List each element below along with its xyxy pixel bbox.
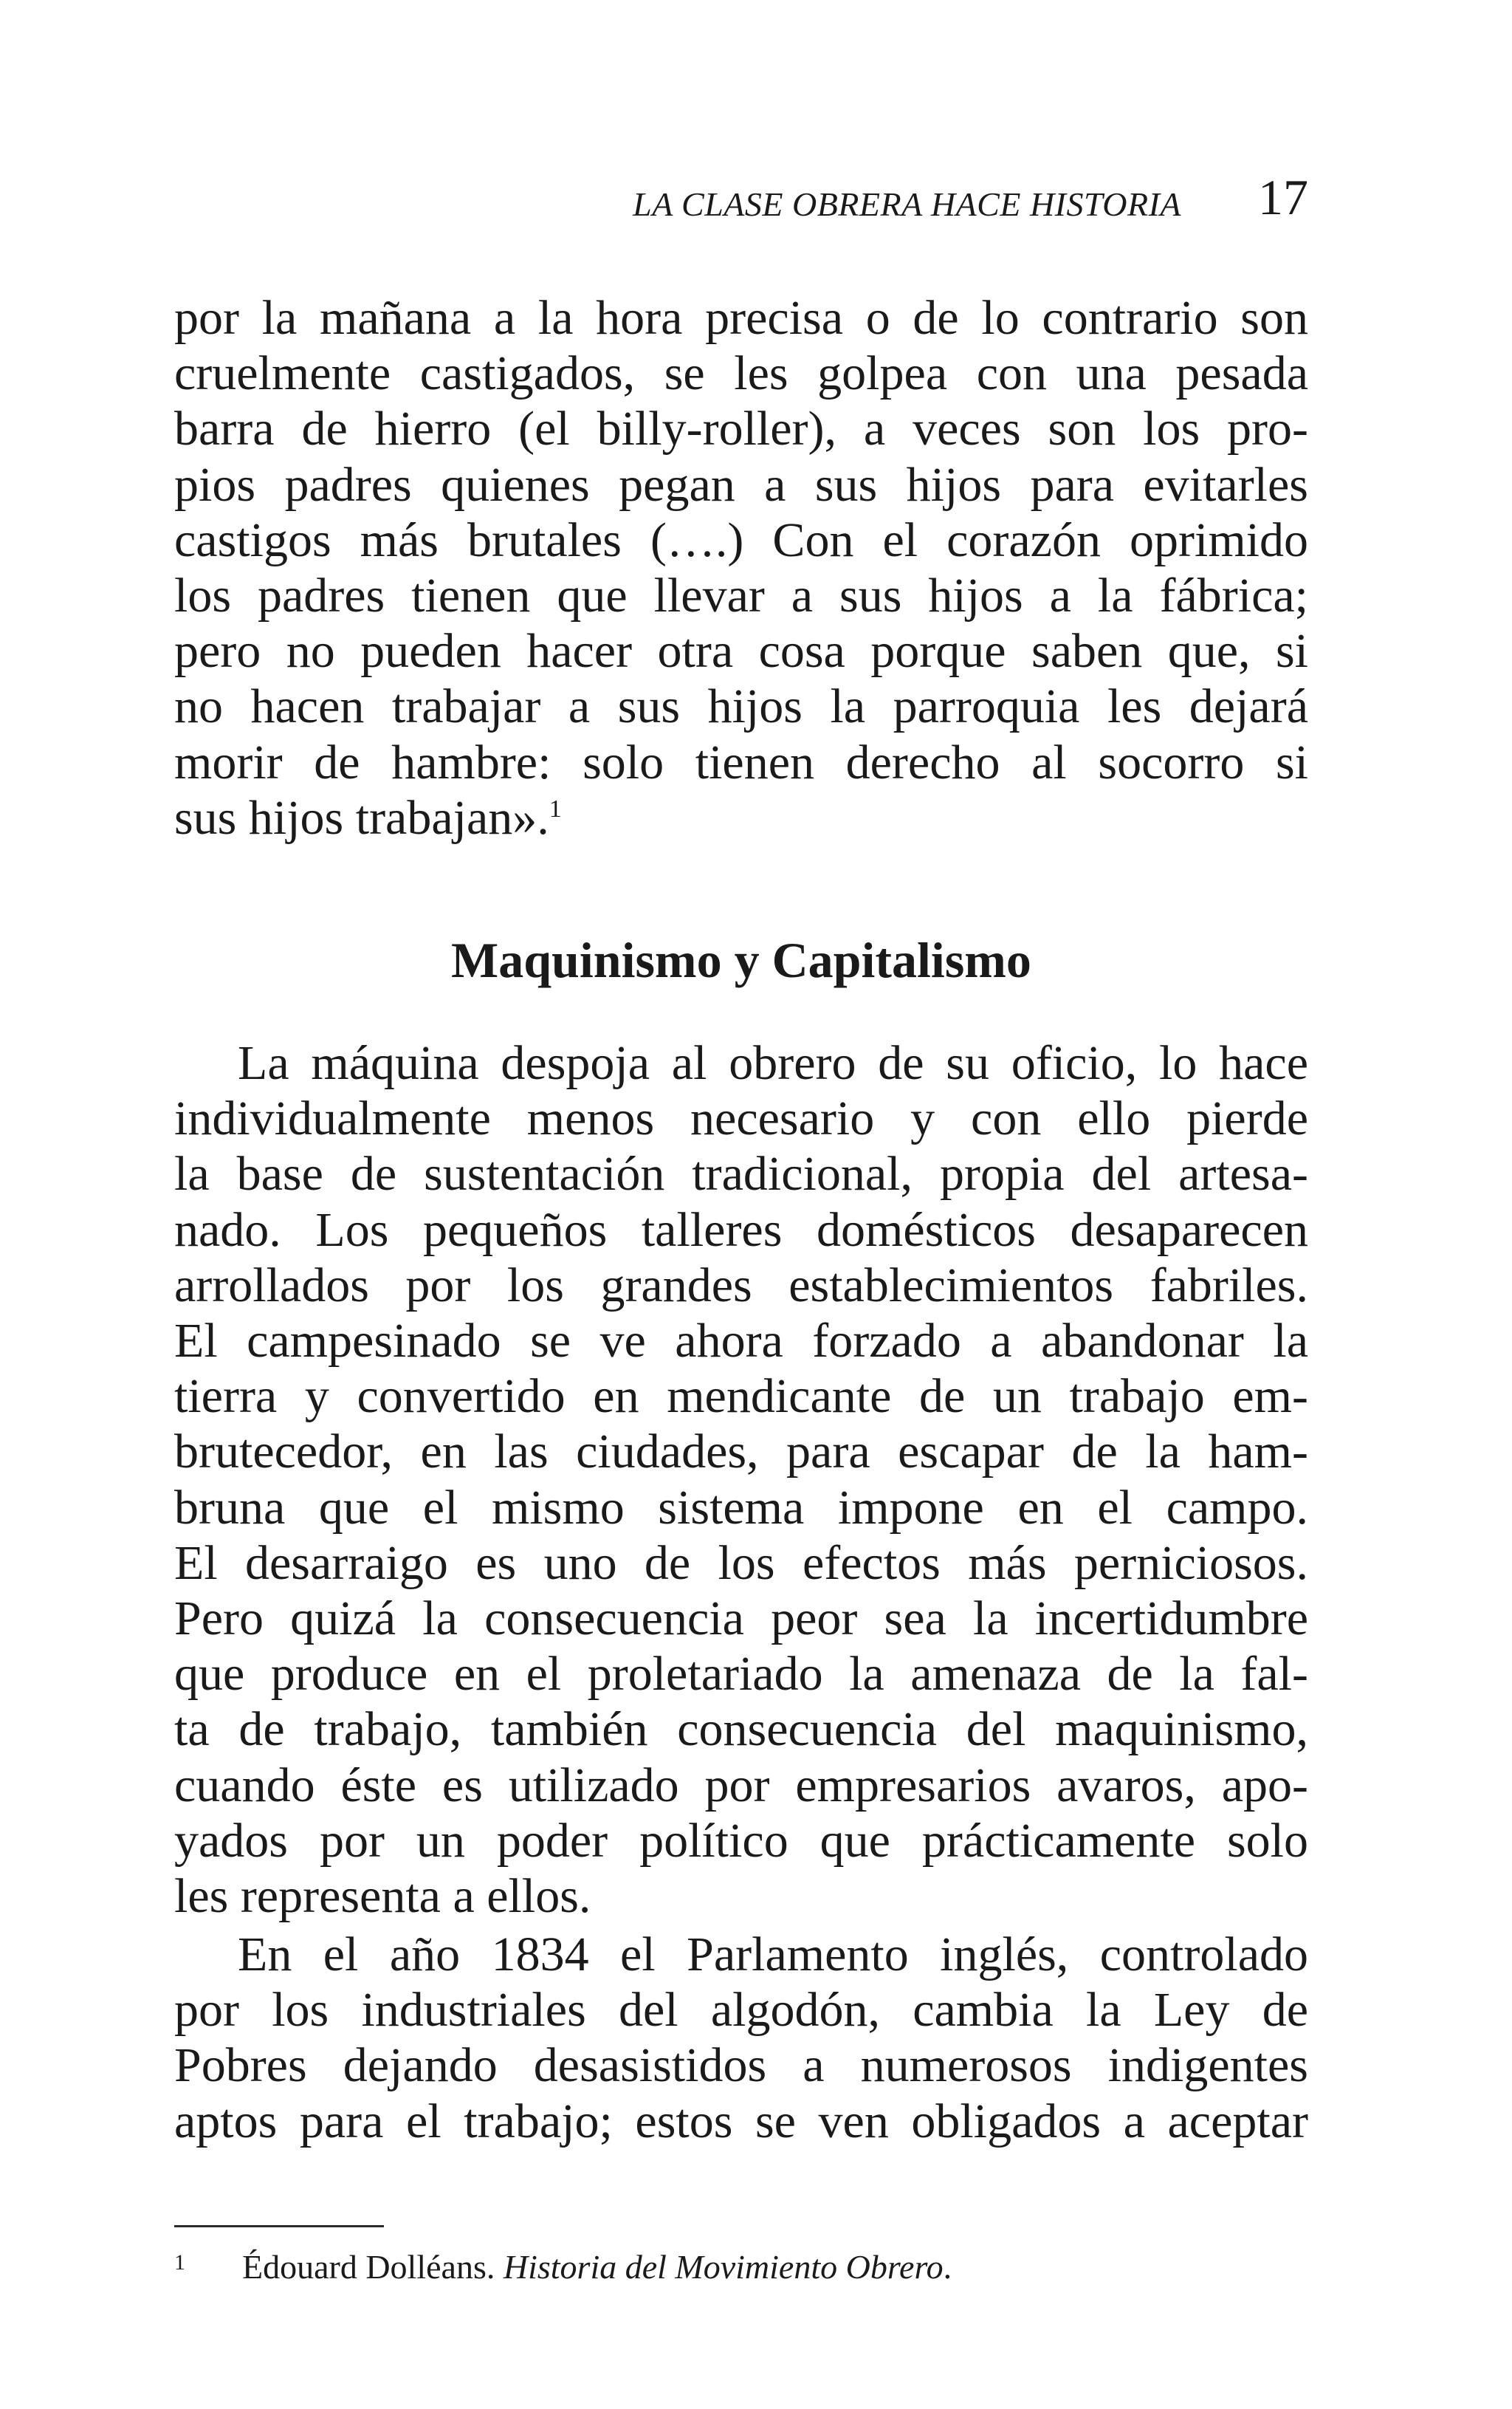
text-line: no hacen trabajar a sus hijos la parroquia les dejará	[174, 679, 1308, 734]
footnote-text	[242, 2247, 952, 2288]
page-number: 17	[1258, 169, 1308, 225]
footnote-number: 1	[174, 2250, 185, 2275]
text-line: aptos para el trabajo; estos se ven obligados a aceptar	[174, 2094, 1308, 2148]
text-line: yados por un poder político que prácticamente solo	[174, 1813, 1308, 1868]
paragraph-continued	[174, 290, 1308, 846]
text-line: La máquina despoja al obrero de su oficio, lo hace	[238, 1036, 1308, 1090]
text-line: morir de hambre: solo tienen derecho al socorro si	[174, 735, 1308, 789]
text-line: Pobres dejando desasistidos a numerosos indigentes	[174, 2038, 1308, 2093]
text-line: El desarraigo es uno de los efectos más perniciosos.	[174, 1535, 1308, 1590]
text-line: pero no pueden hacer otra cosa porque saben que, si	[174, 624, 1308, 679]
text-line: barra de hierro (el billy-roller), a veces son los pro-	[174, 402, 1308, 456]
text-line: bruna que el mismo sistema impone en el campo.	[174, 1480, 1308, 1535]
text-line: sus hijos trabajan».	[174, 790, 549, 845]
text-line: por los industriales del algodón, cambia la Ley de	[174, 1983, 1308, 2038]
text-line: pios padres quienes pegan a sus hijos para evitarles	[174, 457, 1308, 512]
paragraph-maquinismo	[174, 1035, 1308, 1924]
footnote-divider	[174, 2225, 384, 2227]
text-line: les representa a ellos.	[174, 1869, 591, 1924]
text-line: En el año 1834 el Parlamento inglés, controlado	[238, 1927, 1308, 1981]
text-line: brutecedor, en las ciudades, para escapar de la ham-	[174, 1425, 1308, 1479]
text-line: Pero quizá la consecuencia peor sea la incertidumbre	[174, 1591, 1308, 1646]
text-line: arrollados por los grandes establecimientos fabriles.	[174, 1258, 1308, 1312]
text-line: cruelmente castigados, se les golpea con una pesada	[174, 346, 1308, 401]
running-header	[174, 168, 1308, 227]
paragraph-ley-de-pobres	[174, 1927, 1308, 2149]
footnote-author: Édouard Dolléans.	[242, 2248, 495, 2286]
text-line: cuando éste es utilizado por empresarios avaros, apo-	[174, 1758, 1308, 1812]
text-line: castigos más brutales (….) Con el corazón oprimido	[174, 513, 1308, 567]
text-line: que produce en el proletariado la amenaza de la fal-	[174, 1647, 1308, 1702]
text-line: tierra y convertido en mendicante de un trabajo em-	[174, 1369, 1308, 1424]
text-line: ta de trabajo, también consecuencia del maquinismo,	[174, 1702, 1308, 1757]
text-line: los padres tienen que llevar a sus hijos a la fábrica;	[174, 569, 1308, 623]
footnote-book-title: Historia del Movimiento Obrero	[503, 2248, 944, 2286]
section-heading: Maquinismo y Capitalismo	[451, 932, 1031, 988]
text-line: nado. Los pequeños talleres domésticos desaparecen	[174, 1202, 1308, 1257]
text-line: El campesinado se ve ahora forzado a abandonar la	[174, 1314, 1308, 1368]
text-line: la base de sustentación tradicional, propia del artesa-	[174, 1147, 1308, 1202]
footnote-reference: 1	[549, 795, 562, 823]
running-title: LA CLASE OBRERA HACE HISTORIA	[633, 185, 1181, 223]
text-line-last	[174, 790, 1308, 846]
text-line: por la mañana a la hora precisa o de lo contrario son	[174, 291, 1308, 345]
footnote-end: .	[943, 2248, 952, 2286]
text-line: individualmente menos necesario y con ello pierde	[174, 1092, 1308, 1146]
